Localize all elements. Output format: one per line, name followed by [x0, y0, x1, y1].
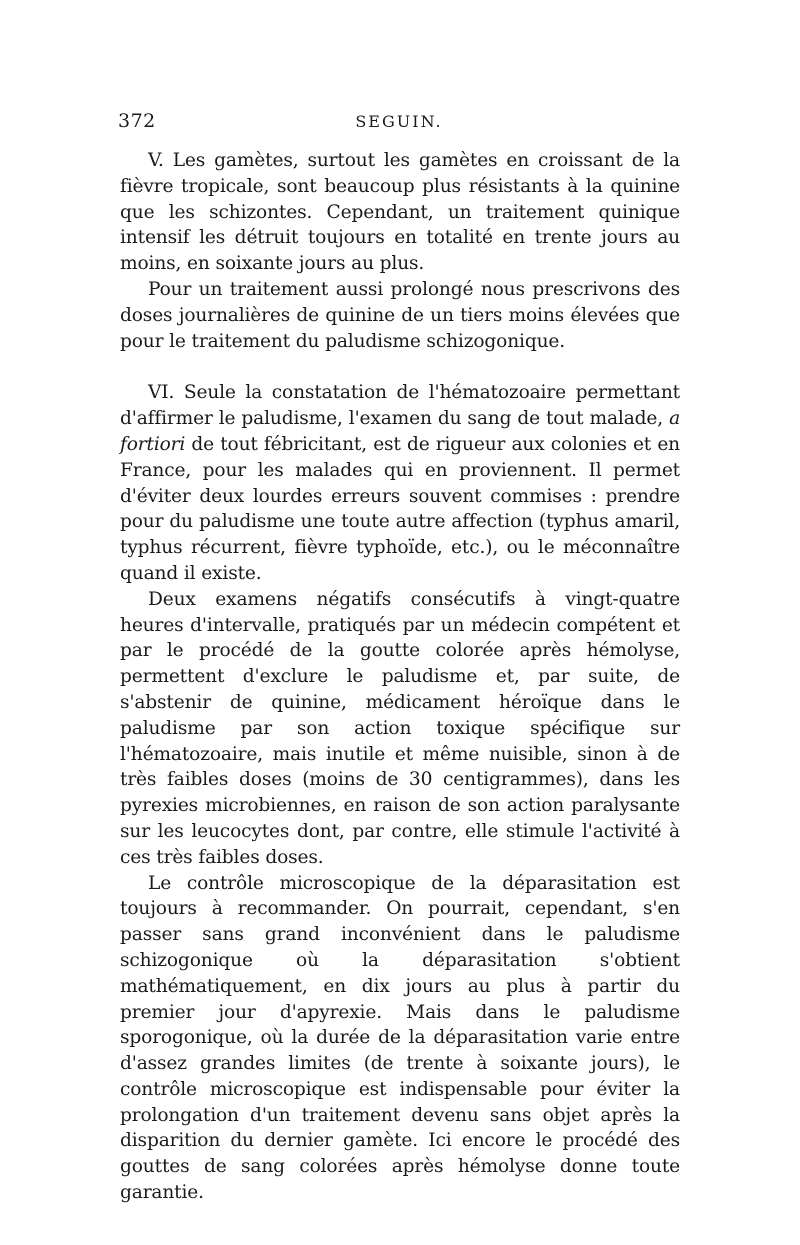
- paragraph-v-dosage: Pour un traitement aussi prolongé nous prescrivons des doses journalières de quinine de un tiers moins élevées que pour le traitement du paludisme schizogonique.: [120, 278, 680, 352]
- paragraph-vi-text-before: VI. Seule la constatation de l'hématozoaire permettant d'affirmer le paludisme, l'examen du sang de tout malade,: [120, 382, 680, 430]
- paragraph-vi-italic: a fortiori: [120, 408, 680, 455]
- paragraph-vi-text-after: de tout fébricitant, est de rigueur aux colonies et en France, pour les malades qui en proviennent. Il permet d'éviter deux lourdes erreurs souvent commises : prendre pour du paludisme une toute autre affection (typhus amaril, typhus récurrent, fièvre typhoïde, etc.), ou le méconnaître quand il existe.: [120, 433, 680, 584]
- body-text: [120, 148, 680, 1206]
- running-head: SEGUIN.: [355, 112, 443, 131]
- paragraph-vi: [120, 380, 680, 586]
- paragraph-v: V. Les gamètes, surtout les gamètes en croissant de la fièvre tropicale, sont beaucoup plus résistants à la quinine que les schizontes. Cependant, un traitement quinique intensif les détruit toujours en totalité en trente jours au moins, en soixante jours au plus.: [120, 150, 680, 275]
- page-header: [118, 110, 680, 136]
- paragraph-vi-control: Le contrôle microscopique de la déparasitation est toujours à recommander. On pourrait, cependant, s'en passer sans grand inconvénient dans le paludisme schizogonique où la déparasitation s'obtient mathématiquement, en dix jours au plus à partir du premier jour d'apyrexie. Mais dans le paludisme sporogonique, où la durée de la déparasitation varie entre d'assez grandes limites (de trente à soixante jours), le contrôle microscopique est indispensable pour éviter la prolongation d'un traitement devenu sans objet après la disparition du dernier gamète. Ici encore le procédé des gouttes de sang colorées après hémolyse donne toute garantie.: [120, 872, 680, 1204]
- page-number: 372: [118, 110, 156, 132]
- paragraph-vi-examinations: Deux examens négatifs consécutifs à vingt-quatre heures d'intervalle, pratiqués par un médecin compétent et par le procédé de la goutte colorée après hémolyse, permettent d'exclure le paludisme et, par suite, de s'abstenir de quinine, médicament héroïque dans le paludisme par son action toxique spécifique sur l'hématozoaire, mais inutile et même nuisible, sinon à de très faibles doses (moins de 30 centigrammes), dans les pyrexies microbiennes, en raison de son action paralysante sur les leucocytes dont, par contre, elle stimule l'activité à ces très faibles doses.: [120, 588, 680, 868]
